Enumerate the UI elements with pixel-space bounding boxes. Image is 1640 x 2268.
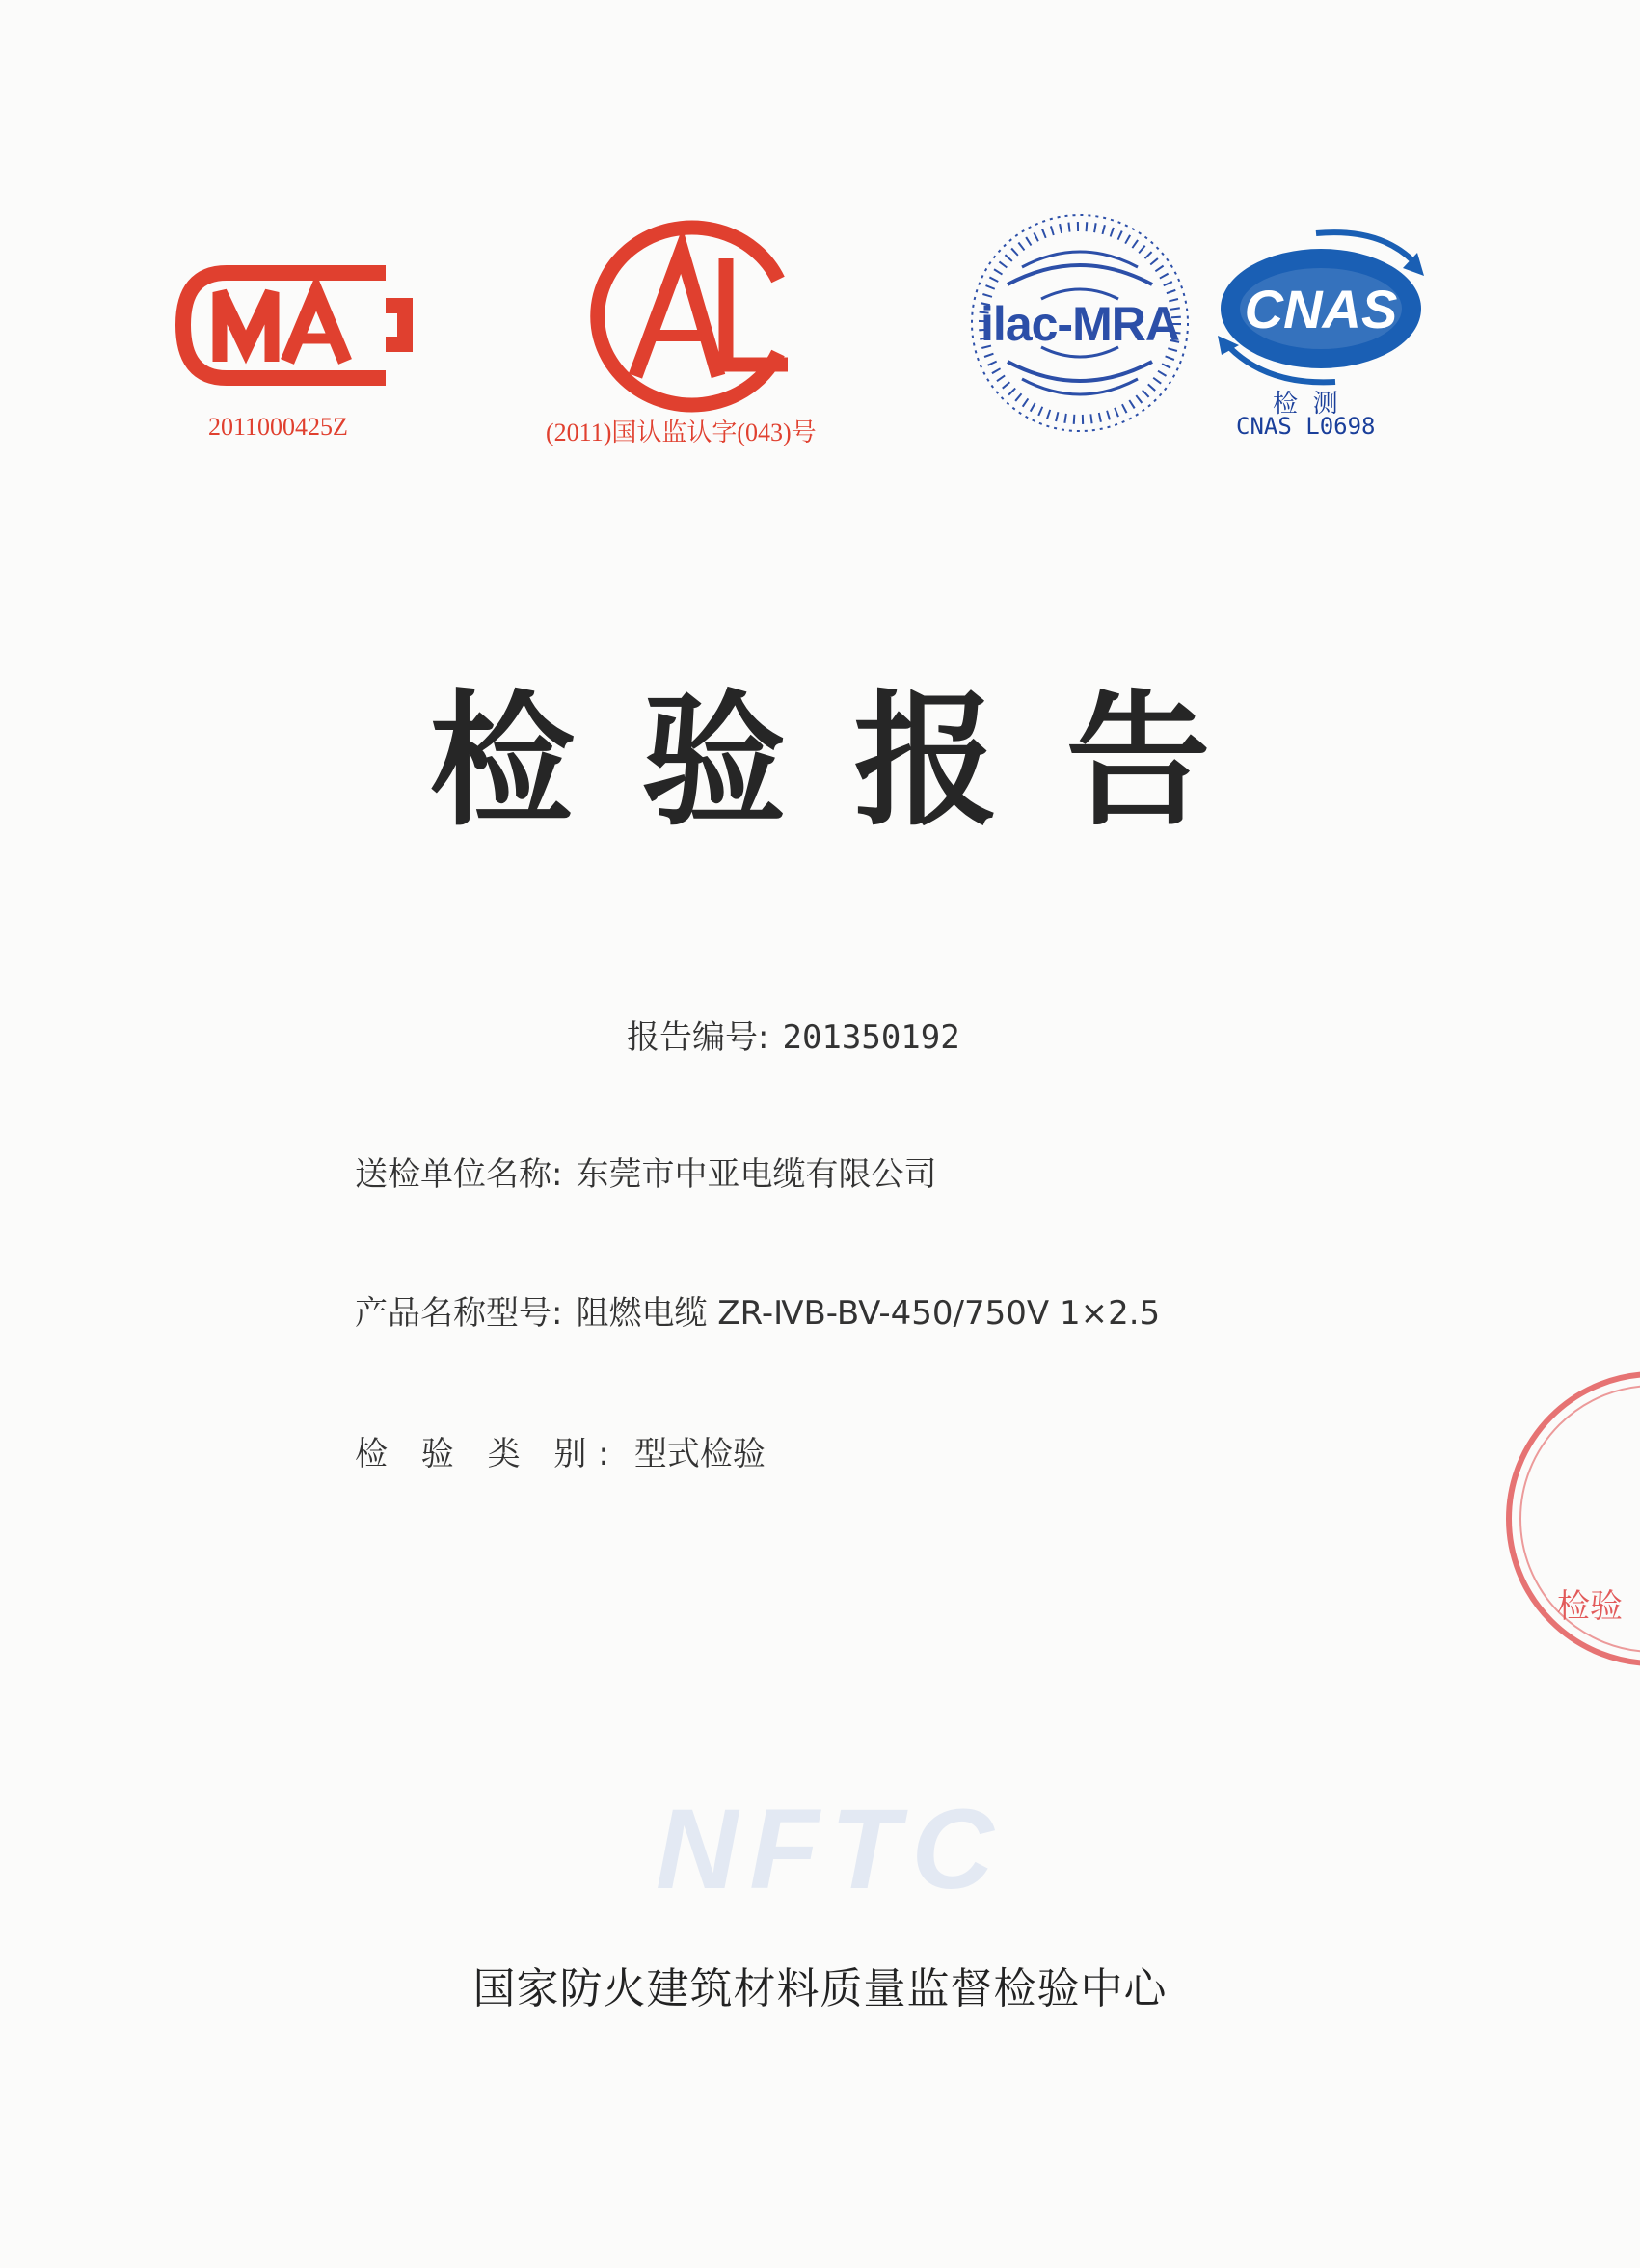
red-seal <box>1490 1360 1640 1682</box>
cnas-code: CNAS L0698 <box>1236 413 1376 440</box>
product-label: 产品名称型号: <box>355 1294 563 1333</box>
cnas-logo <box>1210 222 1432 391</box>
cnas-text: CNAS <box>1244 279 1398 339</box>
cma-code: 2011000425Z <box>208 413 348 441</box>
report-number-label: 报告编号: <box>627 1018 769 1057</box>
issuing-organization: 国家防火建筑材料质量监督检验中心 <box>472 1964 1168 2013</box>
page-title: 检验报告 <box>429 678 1278 846</box>
cma-mark-icon <box>174 256 419 395</box>
cnas-sub: 检 测 <box>1273 390 1338 418</box>
cal-logo <box>585 220 802 413</box>
client-label: 送检单位名称: <box>355 1155 563 1194</box>
inspection-type-label: 检 验 类 别: <box>355 1435 621 1473</box>
product-row <box>355 1286 1160 1334</box>
ilac-mra-text: ilac-MRA <box>981 297 1179 351</box>
inspection-type-row <box>355 1427 766 1474</box>
inspection-type-value: 型式检验 <box>633 1435 766 1473</box>
cal-mark-icon <box>585 220 802 413</box>
report-number-row <box>627 1011 960 1058</box>
product-value: 阻燃电缆 ZR-ⅣB-BV-450/750V 1×2.5 <box>576 1294 1161 1333</box>
client-value: 东莞市中亚电缆有限公司 <box>576 1155 937 1194</box>
client-row <box>355 1148 936 1195</box>
nftc-watermark: NFTC <box>656 1786 1006 1913</box>
cal-code: (2011)国认监认字(043)号 <box>546 418 817 446</box>
ilac-mra-logo <box>964 207 1196 439</box>
report-number-value: 201350192 <box>782 1018 960 1057</box>
cma-logo <box>174 256 419 395</box>
seal-ring-icon <box>1490 1360 1640 1678</box>
seal-partial-text: 检验 <box>1557 1587 1623 1626</box>
